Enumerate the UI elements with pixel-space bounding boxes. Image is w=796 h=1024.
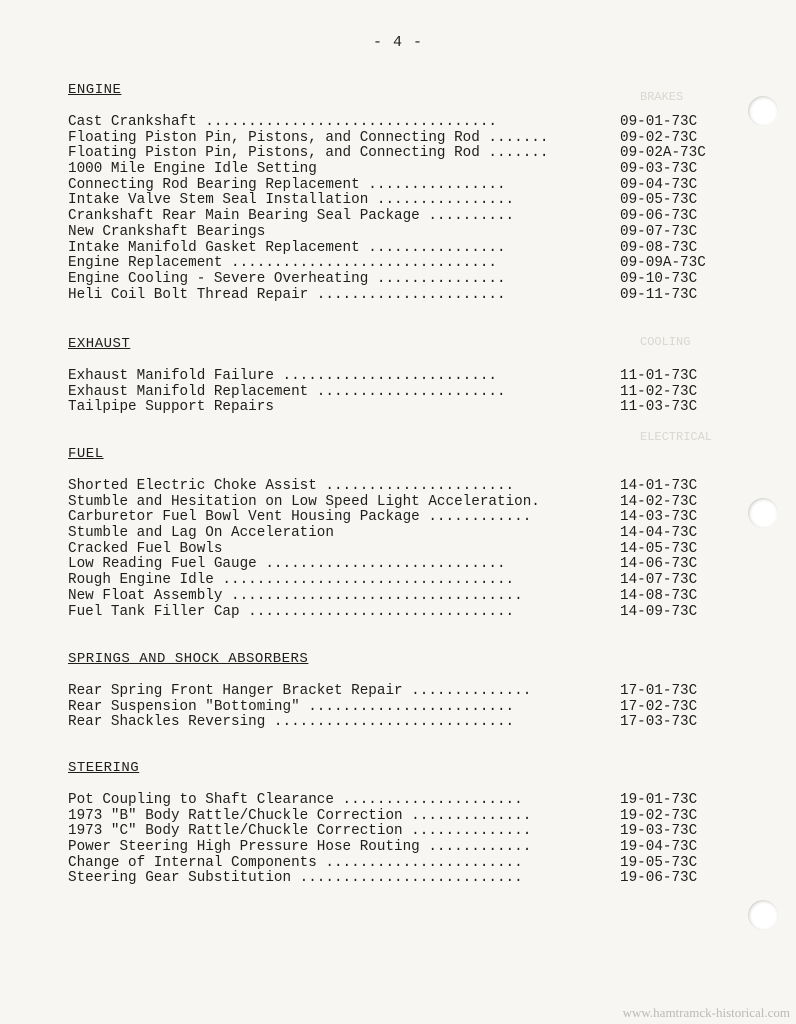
bleed-through-heading: COOLING (640, 335, 691, 349)
list-item (68, 193, 728, 209)
list-item (68, 856, 728, 872)
item-title: Connecting Rod Bearing Replacement ................ (68, 176, 506, 193)
item-code: 19-04-73C (620, 839, 698, 856)
item-code: 09-10-73C (620, 270, 698, 287)
list-item (68, 700, 728, 716)
page-number: - 4 - (372, 34, 423, 51)
item-title: Crankshaft Rear Main Bearing Seal Package .......... (68, 208, 515, 225)
item-title: Tailpipe Support Repairs (68, 399, 274, 416)
list-item (68, 369, 728, 385)
section-engine (68, 82, 728, 303)
item-title: Steering Gear Substitution .......................... (68, 870, 523, 887)
item-title: Stumble and Hesitation on Low Speed Light Acceleration. (68, 493, 540, 510)
item-code: 11-01-73C (620, 368, 698, 384)
item-title: Engine Replacement ............................... (68, 255, 497, 272)
item-title: Shorted Electric Choke Assist ...................... (68, 478, 515, 494)
bleed-through-heading: BRAKES (640, 90, 684, 104)
list-item (68, 715, 728, 731)
item-code: 11-02-73C (620, 383, 698, 400)
section-exhaust (68, 336, 728, 416)
list-item (68, 526, 728, 542)
section-fuel (68, 446, 728, 620)
item-title: 1000 Mile Engine Idle Setting (68, 161, 317, 178)
item-code: 14-06-73C (620, 556, 698, 573)
item-code: 09-01-73C (620, 114, 698, 130)
list-item (68, 495, 728, 511)
list-item (68, 793, 728, 809)
list-item (68, 510, 728, 526)
item-title: Floating Piston Pin, Pistons, and Connecting Rod ....... (68, 129, 549, 146)
item-code: 14-07-73C (620, 572, 698, 589)
item-code: 14-04-73C (620, 525, 698, 542)
list-item (68, 256, 728, 272)
item-title: Stumble and Lag On Acceleration (68, 525, 334, 542)
item-title: Floating Piston Pin, Pistons, and Connecting Rod ....... (68, 145, 549, 162)
item-code: 09-05-73C (620, 192, 698, 209)
list-item (68, 162, 728, 178)
item-code: 09-07-73C (620, 223, 698, 240)
item-title: Cast Crankshaft .................................. (68, 114, 497, 130)
item-title: Carburetor Fuel Bowl Vent Housing Package ............ (68, 509, 532, 526)
list-item (68, 809, 728, 825)
item-code: 14-08-73C (620, 587, 698, 604)
item-title: Exhaust Manifold Failure ......................... (68, 368, 497, 384)
item-code: 09-11-73C (620, 286, 698, 303)
punch-hole (748, 900, 778, 930)
section-steering (68, 760, 728, 887)
item-code: 19-05-73C (620, 854, 698, 871)
item-code: 11-03-73C (620, 399, 698, 416)
item-code: 19-02-73C (620, 807, 698, 824)
item-code: 19-06-73C (620, 870, 698, 887)
list-item (68, 824, 728, 840)
item-title: Heli Coil Bolt Thread Repair ...................... (68, 286, 506, 303)
item-title: New Float Assembly .................................. (68, 587, 523, 604)
item-title: Fuel Tank Filler Cap ............................... (68, 603, 515, 620)
list-item (68, 209, 728, 225)
list-item (68, 684, 728, 700)
punch-hole (748, 498, 778, 528)
item-code: 14-03-73C (620, 509, 698, 526)
list-item (68, 272, 728, 288)
item-title: Rear Suspension "Bottoming" ........................ (68, 698, 515, 715)
item-code: 17-03-73C (620, 714, 698, 731)
list-item (68, 178, 728, 194)
list-item (68, 241, 728, 257)
item-code: 17-01-73C (620, 683, 698, 699)
list-item (68, 542, 728, 558)
item-code: 17-02-73C (620, 698, 698, 715)
section-heading: SPRINGS AND SHOCK ABSORBERS (68, 651, 309, 667)
item-title: Change of Internal Components ....................... (68, 854, 523, 871)
item-title: Rough Engine Idle .................................. (68, 572, 515, 589)
list-item (68, 589, 728, 605)
list-item (68, 605, 728, 621)
item-title: Cracked Fuel Bowls (68, 540, 223, 557)
section-heading: STEERING (68, 760, 140, 776)
section-heading: EXHAUST (68, 336, 131, 352)
item-code: 09-08-73C (620, 239, 698, 256)
bleed-through-heading: ELECTRICAL (640, 430, 713, 444)
item-code: 09-03-73C (620, 161, 698, 178)
item-code: 14-09-73C (620, 603, 698, 620)
list-item (68, 479, 728, 495)
list-item (68, 840, 728, 856)
item-code: 14-02-73C (620, 493, 698, 510)
list-item (68, 573, 728, 589)
list-item (68, 557, 728, 573)
item-title: Intake Valve Stem Seal Installation ................ (68, 192, 515, 209)
item-title: Power Steering High Pressure Hose Routing ............ (68, 839, 532, 856)
list-item (68, 225, 728, 241)
list-item (68, 115, 728, 131)
item-code: 09-04-73C (620, 176, 698, 193)
item-title: Pot Coupling to Shaft Clearance ..................... (68, 792, 523, 808)
list-item (68, 288, 728, 304)
item-title: New Crankshaft Bearings (68, 223, 266, 240)
section-heading: ENGINE (68, 82, 122, 98)
item-title: Intake Manifold Gasket Replacement ................ (68, 239, 506, 256)
list-item (68, 385, 728, 401)
item-title: 1973 "B" Body Rattle/Chuckle Correction .............. (68, 807, 532, 824)
item-code: 09-02-73C (620, 129, 698, 146)
item-title: Engine Cooling - Severe Overheating ............... (68, 270, 506, 287)
list-item (68, 400, 728, 416)
list-item (68, 131, 728, 147)
item-code: 14-05-73C (620, 540, 698, 557)
item-title: Exhaust Manifold Replacement ...................... (68, 383, 506, 400)
list-item (68, 871, 728, 887)
item-title: Low Reading Fuel Gauge ............................ (68, 556, 506, 573)
item-title: 1973 "C" Body Rattle/Chuckle Correction .............. (68, 823, 532, 840)
section-springs-and-shock-absorbers (68, 651, 728, 731)
section-heading: FUEL (68, 446, 104, 462)
item-code: 19-03-73C (620, 823, 698, 840)
item-code: 09-06-73C (620, 208, 698, 225)
punch-hole (748, 96, 778, 126)
item-title: Rear Spring Front Hanger Bracket Repair .............. (68, 683, 532, 699)
item-title: Rear Shackles Reversing ............................ (68, 714, 515, 731)
item-code: 19-01-73C (620, 792, 698, 808)
item-code: 09-02A-73C (620, 145, 706, 162)
item-code: 14-01-73C (620, 478, 698, 494)
list-item (68, 146, 728, 162)
item-code: 09-09A-73C (620, 255, 706, 272)
watermark: www.hamtramck-historical.com (622, 1005, 790, 1020)
